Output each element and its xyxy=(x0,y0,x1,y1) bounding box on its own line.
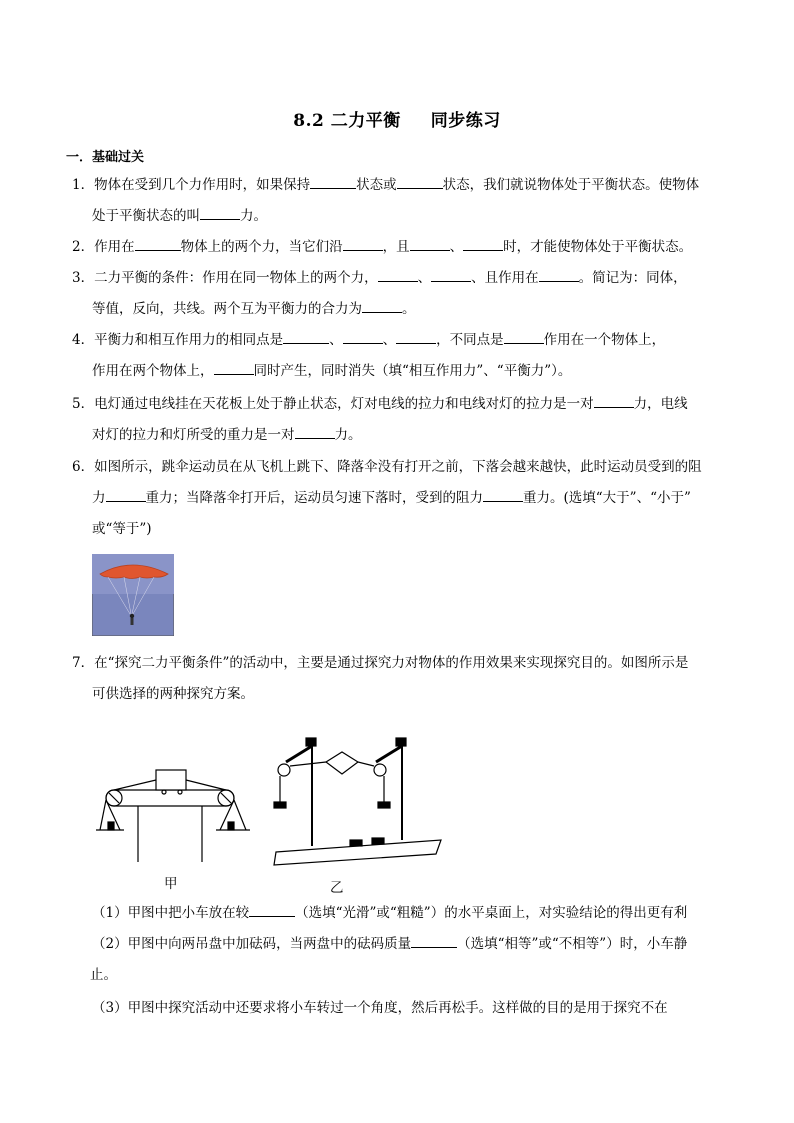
q4-text-d: ，不同点是 xyxy=(436,332,504,348)
answer-blank[interactable] xyxy=(283,329,329,344)
q6-text-b: 力 xyxy=(92,490,106,506)
figure-caption-yi: 乙 xyxy=(330,880,344,896)
section-title: 一．基础过关 xyxy=(66,150,145,165)
q6-text-c: 重力；当降落伞打开后，运动员匀速下落时，受到的阻力 xyxy=(145,490,483,506)
q3-text-a: 3．二力平衡的条件：作用在同一物体上的两个力， xyxy=(72,270,378,286)
q5-text-a: 5．电灯通过电线挂在天花板上处于静止状态，灯对电线的拉力和电线对灯的拉力是一对 xyxy=(72,396,594,412)
sub1-text-b: （选填“光滑”或“粗糙”）的水平桌面上，对实验结论的得出更有利 xyxy=(295,905,688,921)
answer-blank[interactable] xyxy=(397,174,443,189)
sub1-text-a: （1）甲图中把小车放在较 xyxy=(92,905,250,921)
answer-blank[interactable] xyxy=(483,487,523,502)
q5-text-c: 对灯的拉力和灯所受的重力是一对 xyxy=(92,427,295,443)
answer-blank[interactable] xyxy=(362,298,402,313)
figure-caption-jia: 甲 xyxy=(164,876,178,892)
figure-yi xyxy=(274,738,441,865)
sub3-text-a: （3）甲图中探究活动中还要求将小车转过一个角度，然后再松手。这样做的目的是用于探究不在 xyxy=(92,1000,668,1016)
answer-blank[interactable] xyxy=(295,424,335,439)
answer-blank[interactable] xyxy=(410,236,450,251)
question-1 xyxy=(72,170,732,232)
answer-blank[interactable] xyxy=(343,329,383,344)
q2-text-a: 2．作用在 xyxy=(72,239,135,255)
q2-text-b: 物体上的两个力，当它们沿 xyxy=(180,239,343,255)
answer-blank[interactable] xyxy=(249,902,295,917)
question-2 xyxy=(72,232,732,263)
question-5 xyxy=(72,389,732,451)
q4-text-c: 、 xyxy=(382,332,397,348)
answer-blank[interactable] xyxy=(411,933,457,948)
answer-blank[interactable] xyxy=(200,205,240,220)
title-main: 8.2 二力平衡 xyxy=(293,111,401,131)
answer-blank[interactable] xyxy=(431,267,471,282)
q3-text-f: 。 xyxy=(402,301,416,317)
answer-blank[interactable] xyxy=(539,267,579,282)
q6-text-e: 或“等于”) xyxy=(92,521,152,537)
q1-text-d: 处于平衡状态的叫 xyxy=(92,208,200,224)
answer-blank[interactable] xyxy=(463,236,503,251)
q4-text-g: 同时产生，同时消失（填“相互作用力”、“平衡力”）。 xyxy=(253,363,572,379)
answer-blank[interactable] xyxy=(135,236,181,251)
q3-text-b: 、 xyxy=(417,270,432,286)
answer-blank[interactable] xyxy=(378,267,418,282)
sub2-text-b: （选填“相等”或“不相等”）时，小车静 xyxy=(457,936,688,952)
answer-blank[interactable] xyxy=(396,329,436,344)
sub-question-1 xyxy=(92,898,732,929)
q5-text-d: 力。 xyxy=(334,427,362,443)
q4-text-e: 作用在一个物体上， xyxy=(543,332,666,348)
q2-text-c: ，且 xyxy=(382,239,410,255)
answer-blank[interactable] xyxy=(214,360,254,375)
q7-text-a: 7．在“探究二力平衡条件”的活动中，主要是通过探究力对物体的作用效果来实现探究目的。如图所示是 xyxy=(72,655,689,671)
sub-question-2 xyxy=(92,929,732,991)
answer-blank[interactable] xyxy=(310,174,356,189)
sub2-text-a: （2）甲图中向两吊盘中加砝码，当两盘中的砝码质量 xyxy=(92,936,412,952)
q3-text-c: 、且作用在 xyxy=(471,270,539,286)
question-6 xyxy=(72,452,732,545)
q7-text-b: 可供选择的两种探究方案。 xyxy=(92,686,254,702)
parachute-photo xyxy=(92,554,174,636)
q6-text-d: 重力。(选填“大于”、“小于” xyxy=(523,490,691,506)
page-title xyxy=(0,106,794,131)
q1-text-c: 状态，我们就说物体处于平衡状态。使物体 xyxy=(442,177,700,193)
q2-text-d: 、 xyxy=(449,239,464,255)
sub2-text-c: 止。 xyxy=(90,967,117,983)
question-3 xyxy=(72,263,732,325)
question-4 xyxy=(72,325,732,387)
q6-text-a: 6．如图所示，跳伞运动员在从飞机上跳下、降落伞没有打开之前，下落会越来越快，此时运动员受到的阻 xyxy=(72,459,702,475)
title-sub: 同步练习 xyxy=(430,111,501,131)
q3-text-e: 等值，反向，共线。两个互为平衡力的合力为 xyxy=(92,301,362,317)
q3-text-d: 。简记为：同体， xyxy=(578,270,687,286)
answer-blank[interactable] xyxy=(106,487,146,502)
q1-text-b: 状态或 xyxy=(356,177,397,193)
q4-text-b: 、 xyxy=(329,332,343,348)
q1-text-e: 力。 xyxy=(240,208,267,224)
question-7 xyxy=(72,648,732,710)
answer-blank[interactable] xyxy=(343,236,383,251)
figure-jia xyxy=(96,770,250,862)
experiment-figure xyxy=(96,722,446,897)
q1-text-a: 1．物体在受到几个力作用时，如果保持 xyxy=(72,177,311,193)
sub-question-3 xyxy=(92,993,732,1024)
q2-text-e: 时，才能使物体处于平衡状态。 xyxy=(503,239,693,255)
q4-text-a: 4．平衡力和相互作用力的相同点是 xyxy=(72,332,284,348)
answer-blank[interactable] xyxy=(504,329,544,344)
q5-text-b: 力，电线 xyxy=(633,396,688,412)
q4-text-f: 作用在两个物体上， xyxy=(92,363,214,379)
answer-blank[interactable] xyxy=(594,393,634,408)
